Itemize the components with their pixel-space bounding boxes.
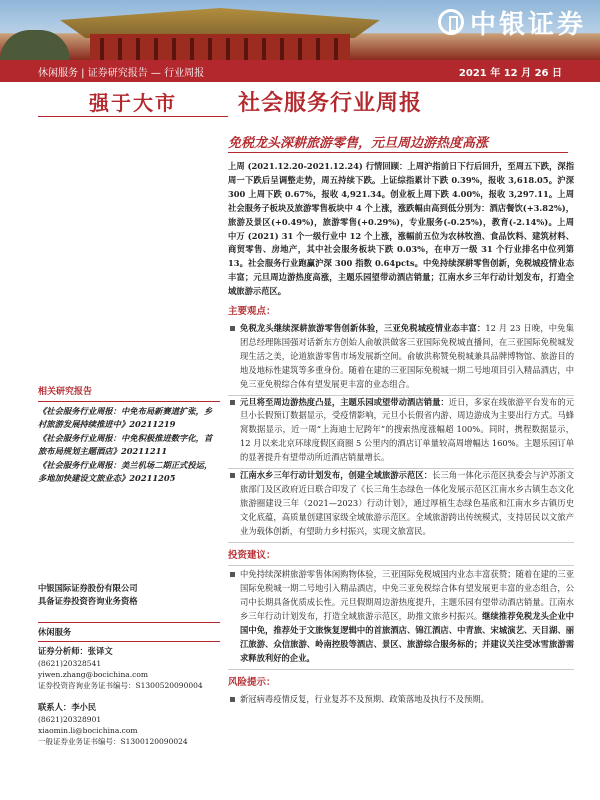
logo-text: 中银证券 bbox=[469, 9, 586, 40]
analyst-divider bbox=[38, 641, 220, 642]
risk-heading: 风险提示： bbox=[228, 676, 276, 688]
report-subtitle: 免税龙头深耕旅游零售，元旦周边游热度高涨 bbox=[228, 136, 489, 151]
investment-bold-tail: 继续推荐免税龙头企业中国中免，推荐处于文旅恢复逻辑中的首旅酒店、锦江酒店、中青旅、宋城演艺、天目湖、丽江旅游、众信旅游、岭南控股等酒店、景区、旅游综合服务标的；并建议关注受冰雪旅游需求释放利好的企业。 bbox=[240, 611, 574, 663]
report-date: 2021 年 12 月 26 日 bbox=[458, 67, 562, 79]
related-reports-heading: 相关研究报告 bbox=[38, 387, 93, 397]
investment-heading: 投资建议： bbox=[228, 549, 276, 561]
main-point-2-title: 元旦将至周边游热度凸显，主题乐园或望带动酒店销量： bbox=[240, 396, 449, 407]
top-info-bar bbox=[0, 60, 600, 82]
analyst-spacer bbox=[38, 691, 220, 701]
investment-paragraph bbox=[228, 568, 574, 669]
main-point-1 bbox=[228, 322, 574, 396]
main-point-1-title: 免税龙头继续深耕旅游零售创新体验，三亚免税城疫情业态丰富： bbox=[240, 322, 486, 333]
investment-text: 中免持续深耕旅游零售体闲购物体验，三亚国际免税城国内业态丰富获赞；随着在建的三亚国际免税城一期二号地引入精品酒店，中免三亚免税综合体有望发展更丰富的业态组合，公司中长期具备优质成长性。元旦假期周边游热度提升，主题乐园有望带动酒店销量。江南水乡三年行动计划发布，打造全域旅游示范区，助推文旅乡村振兴。 bbox=[240, 569, 574, 622]
analyst-1-cert: 证券投资咨询业务证书编号：S1300520090004 bbox=[38, 681, 203, 690]
analyst-1-phone: (8621)20328541 bbox=[38, 659, 102, 668]
summary-lead: 上周 (2021.12.20-2021.12.24) 行情回顾： bbox=[228, 161, 408, 171]
analyst-1-email[interactable]: yiwen.zhang@bocichina.com bbox=[38, 670, 148, 679]
header-banner bbox=[0, 0, 600, 60]
analyst-divider-top bbox=[38, 622, 220, 623]
main-point-2 bbox=[228, 396, 574, 470]
main-point-3-title: 江南水乡三年行动计划发布，创建全域旅游示范区： bbox=[240, 470, 433, 481]
company-info bbox=[38, 582, 220, 608]
risk-text: 新冠病毒疫情反复，行业复苏不及预期、政策落地及执行不及预期。 bbox=[240, 693, 489, 704]
trees-decoration bbox=[0, 30, 70, 60]
industry-tag: 休闲服务 bbox=[38, 627, 72, 637]
analyst-2-cert: 一般证券业务证书编号：S1300120090024 bbox=[38, 737, 188, 746]
related-report-2[interactable]: 《社会服务行业周报：中免积极推进数字化，首旅布局规划主题酒店》20211211 bbox=[38, 433, 213, 456]
company-logo bbox=[438, 2, 586, 42]
analyst-2-email[interactable]: xiaomin.li@bocichina.com bbox=[38, 726, 138, 735]
main-content bbox=[228, 160, 574, 707]
investment-divider bbox=[228, 565, 574, 566]
analyst-2-name: 联系人：李小民 bbox=[38, 702, 97, 712]
related-report-3[interactable]: 《社会服务行业周报：美兰机场二期正式投运，多地加快建设文旅业态》20211205 bbox=[38, 460, 213, 483]
title-divider bbox=[228, 152, 568, 153]
summary-paragraph bbox=[228, 160, 574, 299]
company-name: 中银国际证券股份有限公司 bbox=[38, 583, 138, 593]
palace-columns-decoration bbox=[100, 38, 340, 60]
report-title: 社会服务行业周报 bbox=[238, 90, 423, 116]
summary-body: 上周沪指前日下行后回升，至周五下跌，深指周一下跌后呈调整走势，周五持续下跌。上证综指累计下跌 0.39%，报收 3,618.05。沪深 300 上周下跌 0.67%，报收 4,921.34。创业板上周下跌 4.00%，报收 3,297.11。上周社会服务子板块及旅游零售板块中 4 个上涨，涨跌幅由高到低分别为：酒店餐饮(+3.82%)，旅游及景区(+0.49%)，旅游零售(+0.29%)，专业服务(-0.25%)，教育(-2.14%)。上周中万 (2021) 31 个一级行业中 12 个上涨，涨幅前五位为农林牧渔、食品饮料、建筑材料、商贸零售、房地产，其中社会服务板块下跌 0.03%，在申万一级 31 个行业排名中位列第 13。社会服务行业跑赢沪深 300 指数 0.64pcts。中免持续深耕零售创新，免税城疫情业态丰富；元旦周边游热度高涨，主题乐园望带动酒店销量；江南水乡三年行动计划发布，打造全域旅游示范区。 bbox=[228, 161, 574, 297]
main-point-3 bbox=[228, 469, 574, 543]
main-point-1-text: 12 月 23 日晚，中免集团总经理陈国强对话新东方创始人俞敏洪做客三亚国际免税城直播间，在三亚国际免税城发现生活之美，论道旅游零售市场发展新空间。俞敏洪称赞免税城兼具品牌博物馆、旅游目的地及地标性建筑等多重身份。随着在建的三亚国际免税城一期二号地项目引入精品酒店，中免三亚免税综合体有望发展更丰富的业态组合。 bbox=[240, 322, 574, 389]
breadcrumb: 休闲服务 | 证券研究报告 — 行业周报 bbox=[38, 67, 205, 79]
analyst-1-name: 证券分析师：张译文 bbox=[38, 646, 113, 656]
main-point-2-text: 近日，多家在线旅游平台发布的元旦小长假预订数据显示，受疫情影响，元旦小长假省内游、周边游成为主要出行方式。马蜂窝数据显示，近一周“上海迪士尼跨年”的搜索热度涨幅超 100%。同时，携程数据显示，12 月以来北京环球度假区商圈 5 公里内的酒店订单量较高周增幅达 160%。主题乐园订单的显著提升有望带动所近酒店销量增长。 bbox=[240, 396, 574, 463]
boc-logo-icon bbox=[438, 9, 464, 35]
related-reports bbox=[38, 386, 220, 486]
sector-rating: 强于大市 bbox=[38, 86, 228, 117]
main-points-heading: 主要观点： bbox=[228, 306, 276, 318]
related-report-1[interactable]: 《社会服务行业周报：中免布局新赛道扩张，乡村旅游发展持续推进中》20211219 bbox=[38, 406, 213, 429]
company-license: 具备证券投资咨询业务资格 bbox=[38, 596, 138, 606]
analyst-info bbox=[38, 620, 220, 747]
risk-paragraph bbox=[228, 693, 574, 707]
main-point-3-text: 长三角一体化示范区执委会与沪苏浙文旅部门及区政府近日联合印发了《长三角生态绿色一体化发展示范区江南水乡古镇生态文化旅游圈建设三年（2021—2023）行动计划》，通过厚植生态绿色基底和江南水乡古镇历史文化底蕴，高质量创建国家级全域旅游示范区。全域旅游跨出传统模式，支持居民以文旅产业为载体创新，有望助力乡村振兴，实现文旅富民。 bbox=[240, 470, 574, 536]
related-reports-divider bbox=[38, 401, 220, 402]
analyst-2-phone: (8621)20328901 bbox=[38, 715, 102, 724]
